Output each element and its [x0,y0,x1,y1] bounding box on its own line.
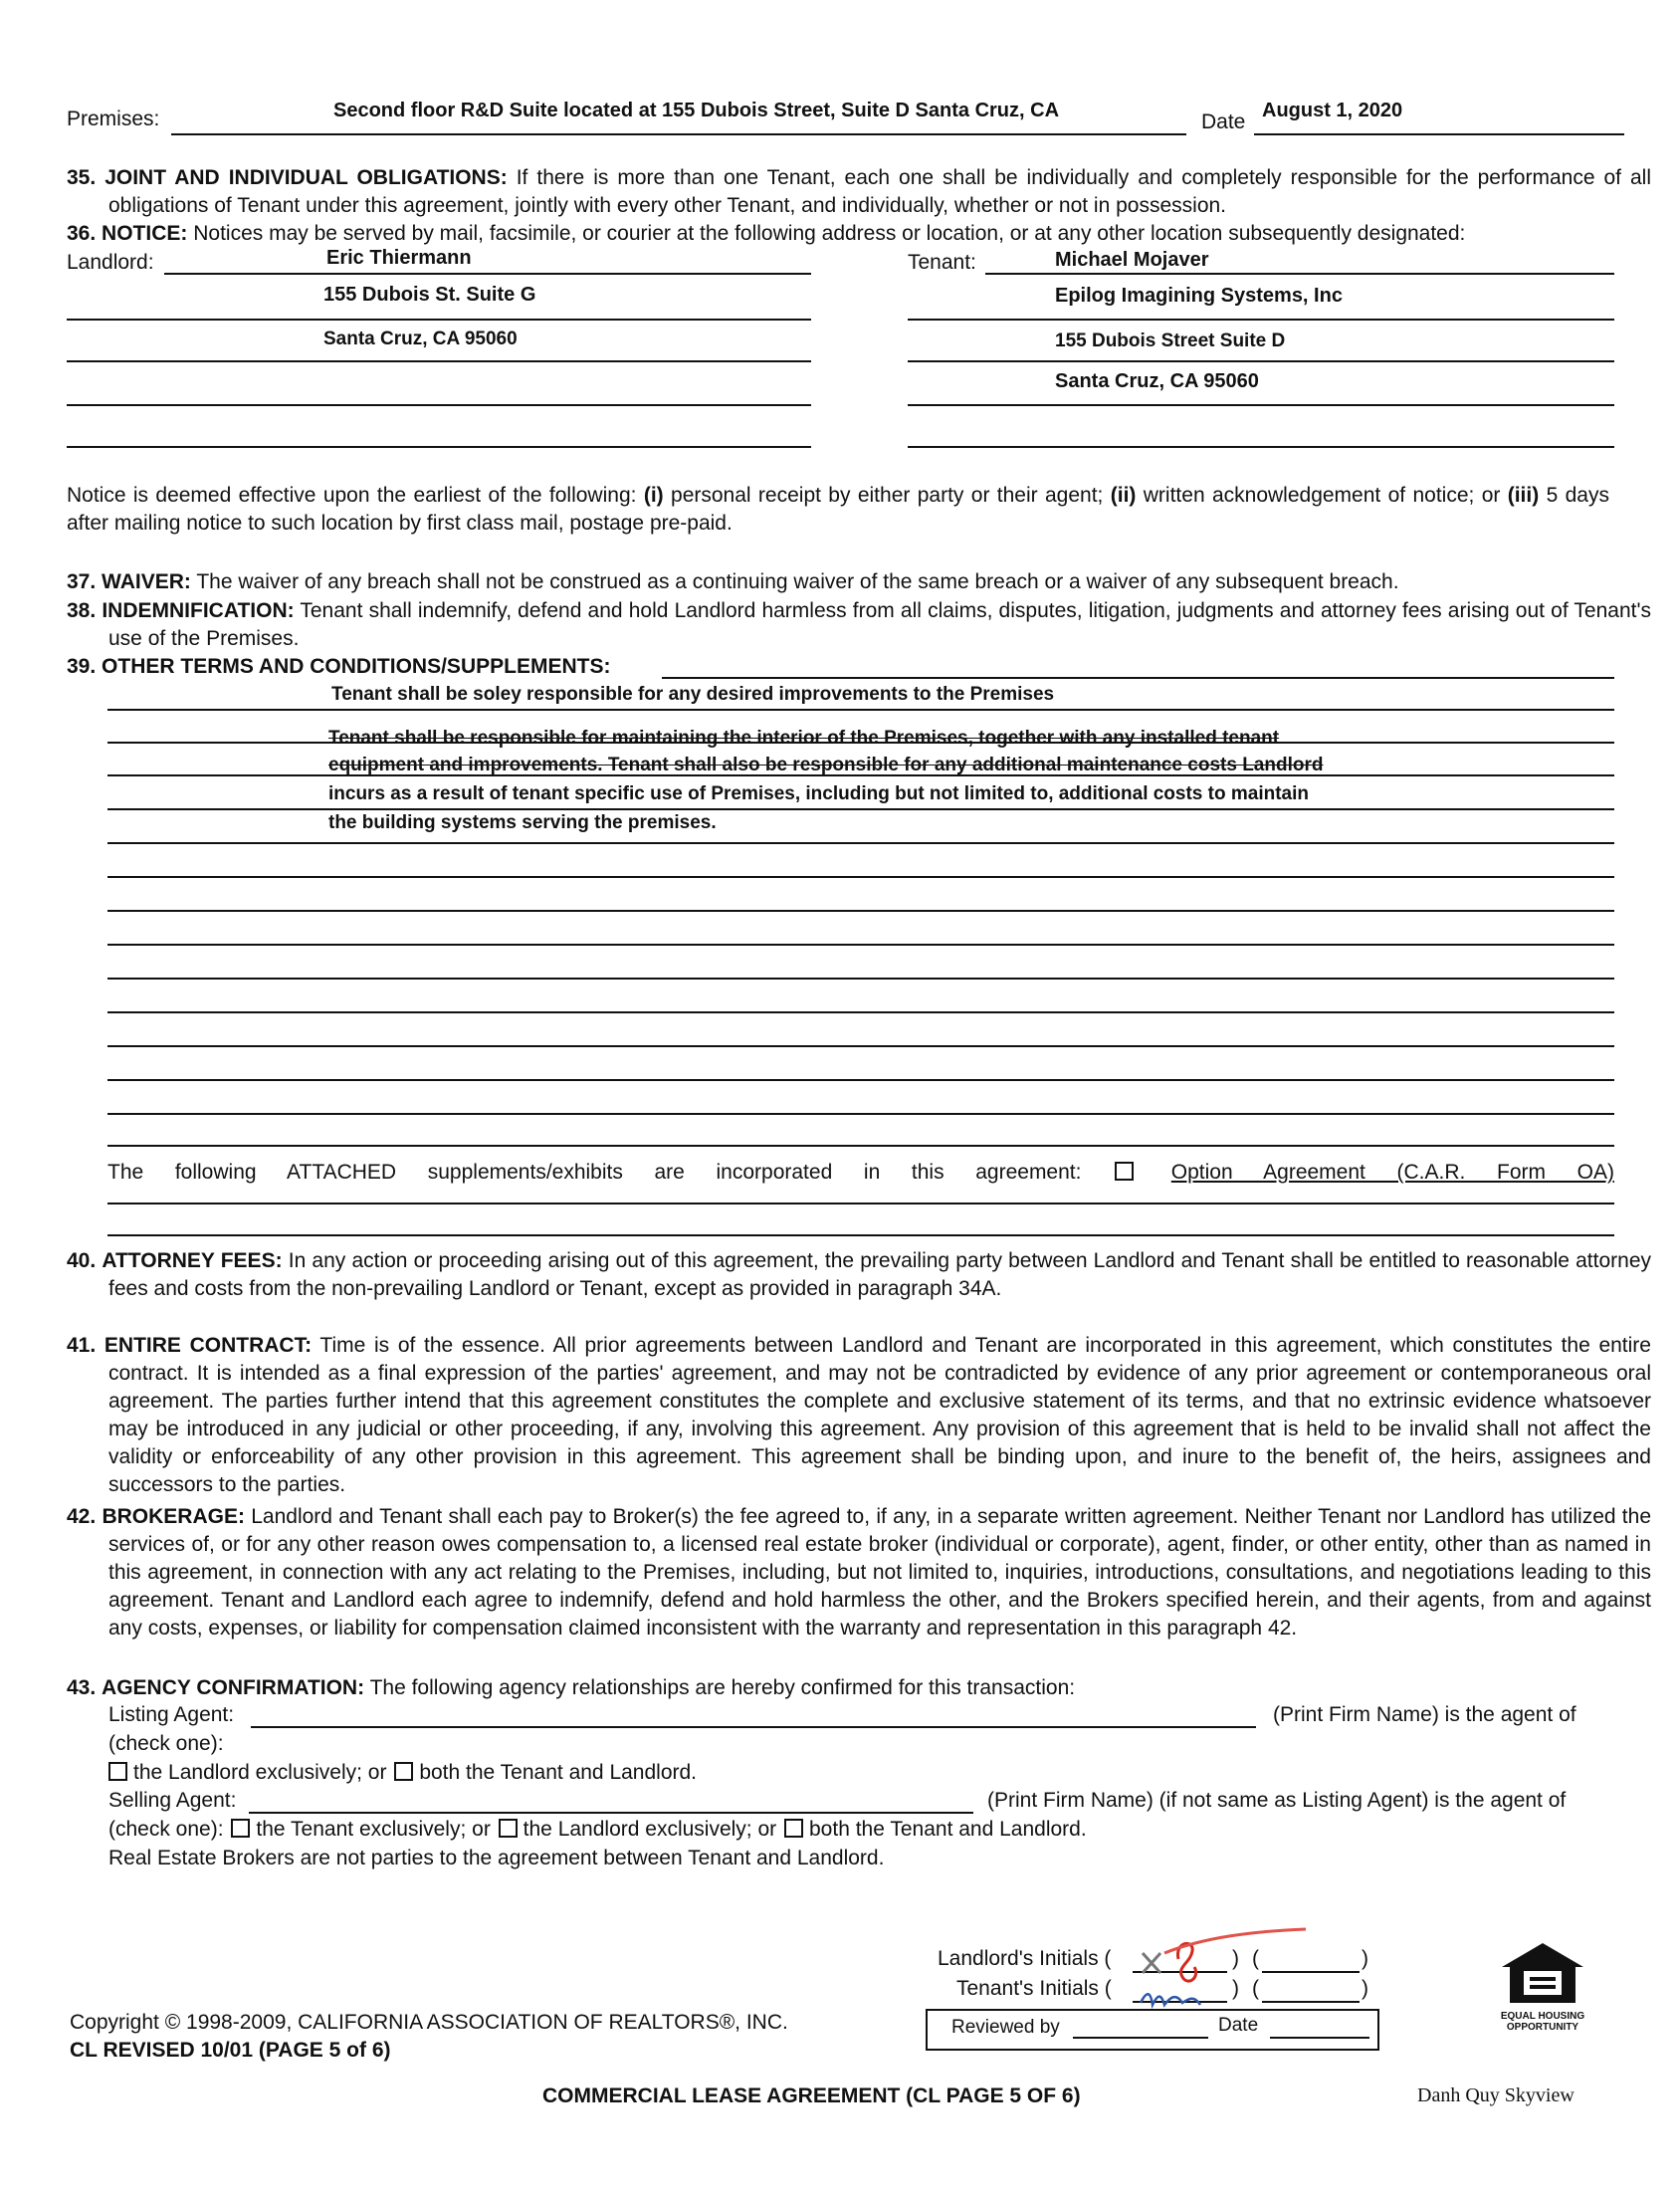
section-40-number: 40. [67,1249,97,1272]
section-40 [67,1247,1651,1303]
section-38-text: Tenant shall indemnify, defend and hold Landlord harmless from all claims, disputes, litigation, judgments and attorney fees arising out of Tenant's use of the Premises. [108,599,1651,650]
premises-line [171,133,1186,135]
listing-both-checkbox[interactable] [394,1762,413,1781]
landlord-initials-close-1: ) [1232,1947,1239,1970]
section-38-number: 38. [67,599,97,622]
section-39-number: 39. [67,655,97,678]
section-35-number: 35. [67,166,97,189]
tenant-line-2 [908,319,1614,321]
section-43 [67,1674,1609,1702]
notice-effective-lead: Notice is deemed effective upon the earliest of the following: [67,484,637,507]
tenant-address-1[interactable]: 155 Dubois Street Suite D [1055,330,1286,351]
tenant-company[interactable]: Epilog Imagining Systems, Inc [1055,285,1343,307]
tenant-initials-open-2: ( [1252,1977,1259,2000]
section-36-title: NOTICE: [102,222,188,245]
s39-line-4 [107,808,1614,810]
section-41-title: ENTIRE CONTRACT: [104,1334,313,1357]
notice-effective-iii: 5 days after mailing notice to such location by first class mail, postage pre-paid. [67,484,1609,535]
s39-line-3 [107,774,1614,776]
landlord-line-4 [67,404,811,406]
selling-agent-line[interactable] [249,1812,973,1814]
selling-agent-suffix: (Print Firm Name) (if not same as Listing Agent) is the agent of [987,1789,1567,1812]
s39-line-5 [107,842,1614,844]
tenant-initial-signature [1141,1994,1200,2005]
s39-line-2 [107,742,1614,744]
tenant-initials-close-2: ) [1362,1977,1368,2000]
section-42-text: Landlord and Tenant shall each pay to Broker(s) the fee agreed to, if any, in a separate written agreement. Neither Tenant nor Landlord has utilized the services of, or for any other reason owes compensation to, a licensed real estate broker (individual or corporate), agent, finder, or other entity, other than as named in this agreement, in connection with any act relating to the Premises, including, but not limited to, inquiries, introductions, consultations, and negotiations leading to this agreement. Tenant and Landlord each agree to indemnify, defend and hold harmless the other, and the Brokers specified herein, and their agents, from and against any costs, expenses, or liability for compensation claimed inconsistent with the warranty and representation in this paragraph 42. [108,1505,1651,1640]
tenant-name[interactable]: Michael Mojaver [1055,249,1209,271]
reviewed-by-line[interactable] [1073,2037,1208,2039]
section-41-number: 41. [67,1334,97,1357]
s39-line-6 [107,876,1614,878]
landlord-initial-flourish [1164,1929,1306,1953]
s39-line-9 [107,978,1614,980]
landlord-line-1 [164,273,811,275]
selling-both-checkbox[interactable] [784,1819,803,1838]
landlord-address-1[interactable]: 155 Dubois St. Suite G [323,284,536,306]
s39-line-12 [107,1079,1614,1081]
listing-options [106,1761,697,1785]
selling-both-label: both the Tenant and Landlord. [809,1818,1087,1841]
tenant-initials-close-1: ) [1232,1977,1239,2000]
tenant-line-1 [985,273,1614,275]
notice-ii: (ii) [1110,484,1137,507]
landlord-initials-close-2: ) [1362,1947,1368,1970]
section-35-title: JOINT AND INDIVIDUAL OBLIGATIONS: [105,166,508,189]
s39-struck-1[interactable]: Tenant shall be responsible for maintaining the interior of the Premises, together with any installed tenant [328,728,1280,749]
landlord-name[interactable]: Eric Thiermann [326,247,472,269]
s39-text-1[interactable]: Tenant shall be soley responsible for any desired improvements to the Premises [331,684,1055,705]
selling-landlord-label: the Landlord exclusively; or [523,1818,777,1841]
attached-supplements [107,1161,1614,1185]
section-42-number: 42. [67,1505,97,1528]
handwritten-initials [1135,1911,1334,2021]
reviewed-box [926,2009,1379,2051]
landlord-line-2 [67,319,811,321]
selling-agent-label: Selling Agent: [108,1789,237,1812]
section-37-title: WAIVER: [102,570,191,593]
landlord-label: Landlord: [67,251,154,274]
brokers-note: Real Estate Brokers are not parties to the agreement between Tenant and Landlord. [108,1847,885,1869]
section-43-number: 43. [67,1676,97,1699]
selling-tenant-checkbox[interactable] [231,1819,250,1838]
selling-check-one: (check one): [108,1818,224,1841]
preparer-name: Danh Quy Skyview [1417,2084,1575,2106]
section-39-title: OTHER TERMS AND CONDITIONS/SUPPLEMENTS: [102,655,611,678]
s39-line-8 [107,944,1614,946]
listing-both-label: both the Tenant and Landlord. [419,1761,698,1784]
selling-landlord-checkbox[interactable] [499,1819,518,1838]
s39-text-3[interactable]: incurs as a result of tenant specific use of Premises, including but not limited to, additional costs to maintain [328,783,1309,804]
landlord-address-2[interactable]: Santa Cruz, CA 95060 [323,328,518,349]
section-38-title: INDEMNIFICATION: [102,599,295,622]
reviewed-by-label: Reviewed by [951,2017,1060,2038]
premises-value[interactable]: Second floor R&D Suite located at 155 Dubois Street, Suite D Santa Cruz, CA [333,100,1060,121]
notice-effective-ii: written acknowledgement of notice; or [1143,484,1501,507]
attached-line-2 [107,1234,1614,1236]
date-value[interactable]: August 1, 2020 [1262,100,1403,121]
date-line [1254,133,1624,135]
section-37 [67,568,1651,596]
tenant-address-2[interactable]: Santa Cruz, CA 95060 [1055,370,1259,392]
option-agreement-label: Option Agreement (C.A.R. Form OA) [1170,1161,1614,1184]
section-40-title: ATTORNEY FEES: [102,1249,283,1272]
equal-housing-text: EQUAL HOUSING OPPORTUNITY [1500,2011,1585,2033]
notice-i: (i) [643,484,664,507]
section-39-heading [67,655,610,679]
section-35 [67,164,1651,220]
equal-housing-logo [1495,1941,1590,2033]
section-36-text: Notices may be served by mail, facsimile, or courier at the following address or location, or at any other location subsequently designated: [193,222,1466,245]
tenant-initials-label: Tenant's Initials ( [956,1977,1112,2000]
attached-text: The following ATTACHED supplements/exhibits are incorporated in this agreement: [107,1161,1082,1184]
listing-landlord-label: the Landlord exclusively; or [133,1761,387,1784]
listing-landlord-checkbox[interactable] [108,1762,127,1781]
s39-line-10 [107,1011,1614,1013]
s39-text-4[interactable]: the building systems serving the premises. [328,812,717,833]
landlord-initial-x [1143,1953,1160,1973]
option-agreement-checkbox[interactable] [1115,1162,1134,1181]
section-43-text: The following agency relationships are hereby confirmed for this transaction: [369,1676,1076,1699]
s39-line-0 [662,677,1614,679]
section-35-text: If there is more than one Tenant, each one shall be individually and completely responsible for the performance of all obligations of Tenant under this agreement, jointly with every other Tenant, and individually, whether or not in possession. [108,166,1651,217]
section-37-number: 37. [67,570,97,593]
notice-effective-i: personal receipt by either party or their agent; [671,484,1104,507]
section-41 [67,1332,1651,1499]
s39-line-14 [107,1145,1614,1147]
equal-housing-icon [1500,1941,1585,2005]
listing-agent-suffix: (Print Firm Name) is the agent of [1273,1703,1576,1726]
s39-line-11 [107,1045,1614,1047]
section-42-title: BROKERAGE: [102,1505,245,1528]
section-43-title: AGENCY CONFIRMATION: [102,1676,365,1699]
selling-tenant-label: the Tenant exclusively; or [256,1818,491,1841]
s39-struck-2[interactable]: equipment and improvements. Tenant shall also be responsible for any additional maintenance costs Landlord [328,755,1324,775]
attached-line-1 [107,1203,1614,1204]
section-36-number: 36. [67,222,97,245]
selling-options [108,1818,1087,1842]
notice-iii: (iii) [1507,484,1540,507]
landlord-initials-label: Landlord's Initials ( [938,1947,1112,1970]
reviewed-date-label: Date [1218,2015,1259,2036]
listing-check-one: (check one): [108,1732,224,1755]
section-38 [67,597,1651,653]
section-42 [67,1503,1651,1642]
section-37-text: The waiver of any breach shall not be construed as a continuing waiver of the same breach or a waiver of any subsequent breach. [196,570,1399,593]
section-41-text: Time is of the essence. All prior agreements between Landlord and Tenant are incorporated in this agreement, which constitutes the entire contract. It is intended as a final expression of the parties' agreement, and may not be contradicted by evidence of any prior agreement or contemporaneous oral agreement. The parties further intend that this agreement constitutes the complete and exclusive statement of its terms, and that no extrinsic evidence whatsoever may be introduced in any judicial or other proceeding, if any, involving this agreement. Any provision of this agreement that is held to be invalid shall not affect the validity or enforceability of any other provision in this agreement. This agreement shall be binding upon, and inure to the benefit of, the heirs, assignees and successors to the parties. [108,1334,1651,1496]
s39-line-7 [107,910,1614,912]
tenant-line-3 [908,360,1614,362]
copyright: Copyright © 1998-2009, CALIFORNIA ASSOCIATION OF REALTORS®, INC. [70,2011,788,2034]
reviewed-date-line[interactable] [1270,2037,1369,2039]
notice-effective [67,482,1609,538]
form-revision: CL REVISED 10/01 (PAGE 5 of 6) [70,2039,391,2062]
tenant-line-4 [908,404,1614,406]
section-40-text: In any action or proceeding arising out of this agreement, the prevailing party between Landlord and Tenant shall be entitled to reasonable attorney fees and costs from the non-prevailing Landlord or Tenant, except as provided in paragraph 34A. [108,1249,1652,1300]
landlord-line-3 [67,360,811,362]
landlord-line-5 [67,446,811,448]
form-title: COMMERCIAL LEASE AGREEMENT (CL PAGE 5 OF 6) [542,2084,1081,2107]
tenant-line-5 [908,446,1614,448]
listing-agent-line[interactable] [251,1726,1256,1728]
tenant-label: Tenant: [908,251,976,274]
premises-label: Premises: [67,108,160,130]
landlord-initial-mark [1177,1943,1195,1981]
listing-agent-label: Listing Agent: [108,1703,235,1726]
s39-line-13 [107,1113,1614,1115]
section-36 [67,220,1609,248]
date-label: Date [1201,110,1246,133]
landlord-initials-open-2: ( [1252,1947,1259,1970]
s39-line-1 [107,709,1614,711]
